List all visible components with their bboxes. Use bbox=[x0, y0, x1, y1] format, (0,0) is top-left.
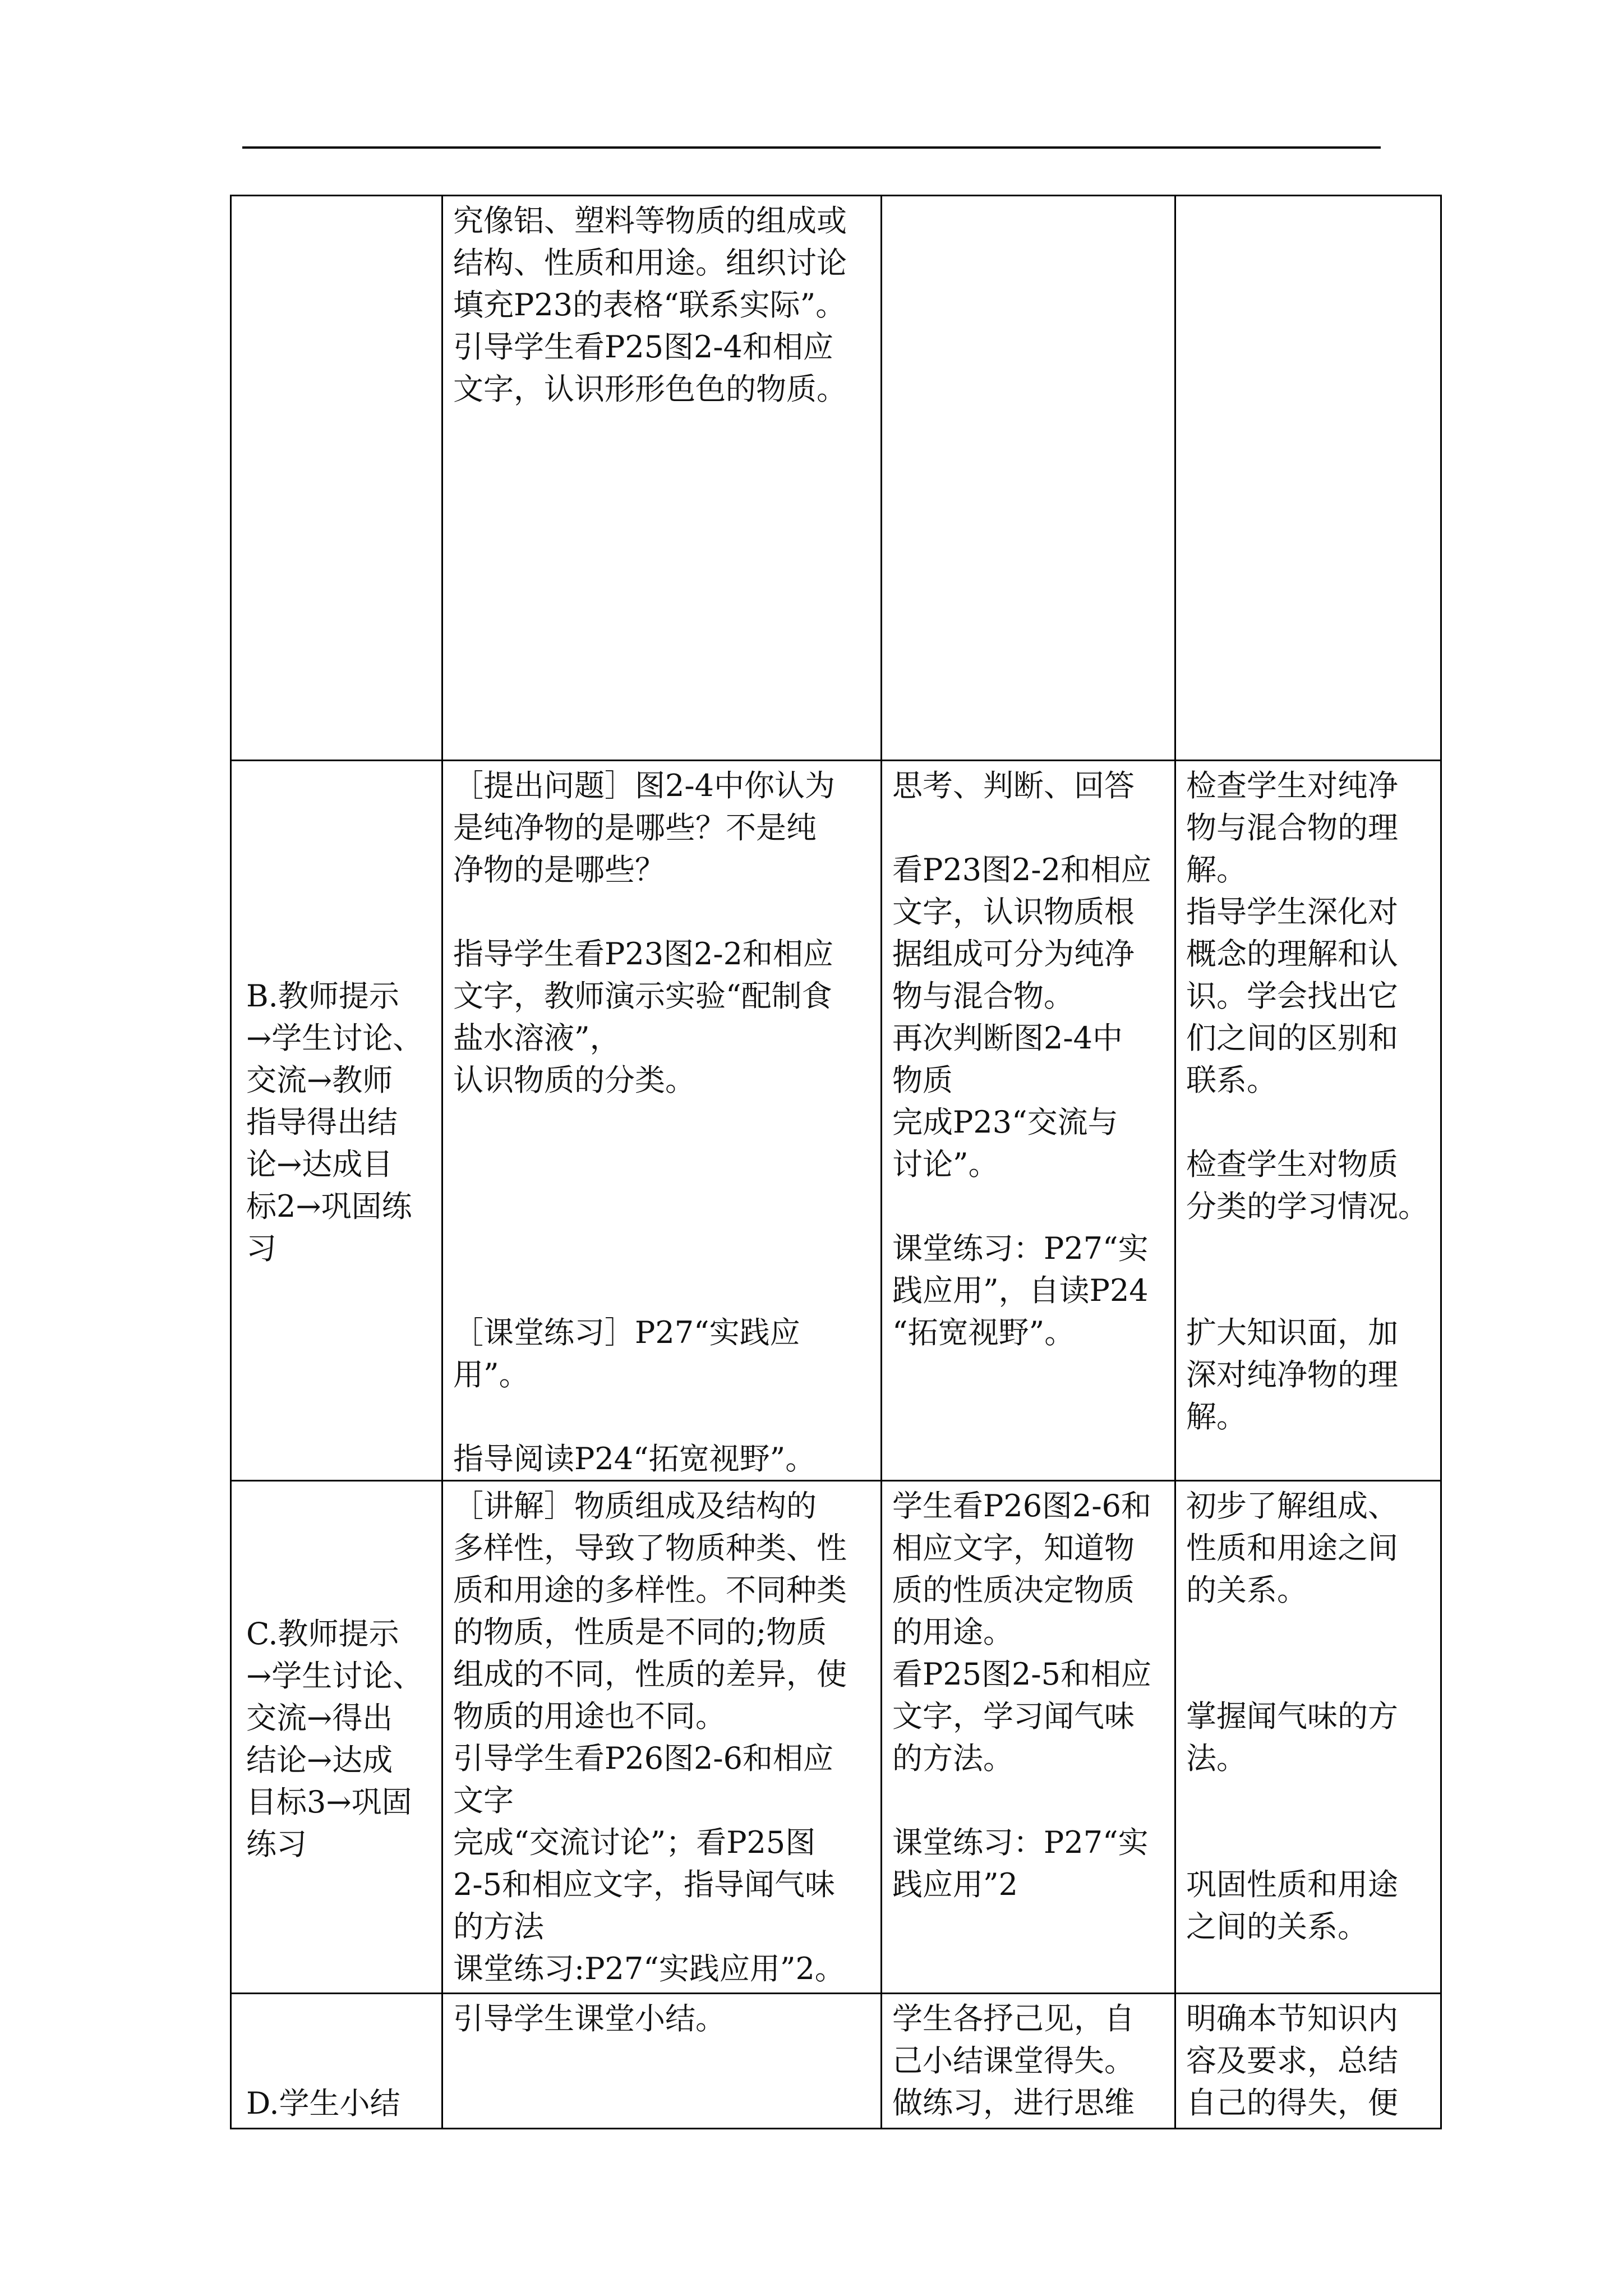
design-intent-cell bbox=[1175, 761, 1441, 1481]
text-line: ［课堂练习］P27“实践应 bbox=[453, 1315, 800, 1350]
table-row bbox=[231, 761, 1441, 1481]
student-activity-cell bbox=[882, 196, 1175, 761]
text-line: 文字，教师演示实验“配制食 bbox=[453, 978, 832, 1014]
design-intent-cell bbox=[1175, 196, 1441, 761]
text-line: 初步了解组成、 bbox=[1186, 1488, 1398, 1524]
text-line: 的物质，性质是不同的;物质 bbox=[453, 1614, 827, 1650]
student-activity-cell bbox=[882, 1481, 1175, 1994]
text-line: 文字，认识物质根 bbox=[892, 894, 1135, 930]
text-line: 巩固性质和用途 bbox=[1186, 1867, 1398, 1902]
blank-line bbox=[1186, 1269, 1432, 1312]
student-activity-cell bbox=[882, 761, 1175, 1481]
blank-line bbox=[453, 1227, 873, 1269]
text-line: 识。学会找出它 bbox=[1186, 978, 1398, 1014]
blank-line bbox=[1186, 1653, 1432, 1695]
stage-cell bbox=[231, 761, 442, 1481]
text-line: 检查学生对物质 bbox=[1186, 1147, 1398, 1182]
lesson-plan-table bbox=[230, 195, 1442, 2129]
text-line: 明确本节知识内 bbox=[1186, 2001, 1398, 2036]
text-line: 做练习，进行思维 bbox=[892, 2085, 1135, 2120]
text-line: →学生讨论、 bbox=[246, 1020, 423, 1056]
text-line: 检查学生对纯净 bbox=[1186, 768, 1398, 803]
design-intent-cell bbox=[1175, 1481, 1441, 1994]
blank-line bbox=[453, 1396, 873, 1438]
text-line: 结构、性质和用途。组织讨论 bbox=[453, 245, 847, 280]
text-line: 交流→得出 bbox=[246, 1700, 393, 1736]
blank-line bbox=[892, 807, 1166, 849]
text-line: 论→达成目 bbox=[246, 1147, 393, 1182]
stage-cell bbox=[231, 1994, 442, 2129]
text-line: 结论→达成 bbox=[246, 1742, 393, 1778]
text-line: 填充P23的表格“联系实际”。 bbox=[453, 287, 846, 323]
text-line: 引导学生看P26图2-6和相应 bbox=[453, 1741, 834, 1776]
text-line: 2-5和相应文字，指导闻气味 bbox=[453, 1867, 835, 1902]
text-line: 学生看P26图2-6和 bbox=[892, 1488, 1152, 1524]
text-line: 之间的关系。 bbox=[1186, 1909, 1368, 1944]
text-line: 践应用”2 bbox=[892, 1867, 1018, 1902]
text-line: 文字，学习闻气味 bbox=[892, 1699, 1135, 1734]
text-line: 学生各抒己见，自 bbox=[892, 2001, 1135, 2036]
text-line: B.教师提示 bbox=[246, 978, 399, 1014]
text-line: 解。 bbox=[1186, 852, 1247, 887]
text-line: “拓宽视野”。 bbox=[892, 1315, 1075, 1350]
text-line: 概念的理解和认 bbox=[1186, 936, 1398, 972]
blank-line bbox=[892, 1185, 1166, 1227]
text-line: 质的性质决定物质 bbox=[892, 1572, 1135, 1608]
text-line: 的关系。 bbox=[1186, 1572, 1307, 1608]
blank-line bbox=[892, 1779, 1166, 1821]
text-line: 己小结课堂得失。 bbox=[892, 2043, 1135, 2078]
text-line: 物质的用途也不同。 bbox=[453, 1699, 726, 1734]
design-intent-cell bbox=[1175, 1994, 1441, 2129]
text-line: 相应文字，知道物 bbox=[892, 1530, 1135, 1566]
text-line: 文字 bbox=[453, 1783, 514, 1818]
text-line: 据组成可分为纯净 bbox=[892, 936, 1135, 972]
blank-line bbox=[453, 1143, 873, 1185]
blank-line bbox=[453, 891, 873, 933]
text-line: 引导学生看P25图2-4和相应 bbox=[453, 329, 834, 365]
table-row bbox=[231, 1994, 1441, 2129]
blank-line bbox=[1186, 1227, 1432, 1269]
text-line: ［讲解］物质组成及结构的 bbox=[453, 1488, 817, 1524]
table-row bbox=[231, 196, 1441, 761]
table-row bbox=[231, 1481, 1441, 1994]
text-line: C.教师提示 bbox=[246, 1616, 399, 1651]
text-line: 物与混合物的理 bbox=[1186, 810, 1398, 845]
text-line: 是纯净物的是哪些？不是纯 bbox=[453, 810, 817, 845]
text-line: 物与混合物。 bbox=[892, 978, 1074, 1014]
student-activity-cell bbox=[882, 1994, 1175, 2129]
text-line: D.学生小结 bbox=[246, 2086, 400, 2121]
blank-line bbox=[1186, 1779, 1432, 1821]
text-line: 自己的得失，便 bbox=[1186, 2085, 1398, 2120]
text-line: 课堂练习：P27“实 bbox=[892, 1231, 1149, 1266]
text-line: 组成的不同，性质的差异，使 bbox=[453, 1657, 847, 1692]
text-line: 交流→教师 bbox=[246, 1062, 393, 1098]
text-line: 解。 bbox=[1186, 1399, 1247, 1434]
text-line: 引导学生课堂小结。 bbox=[453, 2001, 726, 2036]
blank-line bbox=[453, 1269, 873, 1312]
text-line: ［提出问题］图2-4中你认为 bbox=[453, 768, 835, 803]
text-line: 看P23图2-2和相应 bbox=[892, 852, 1152, 887]
text-line: 掌握闻气味的方 bbox=[1186, 1699, 1398, 1734]
text-line: 目标3→巩固 bbox=[246, 1784, 412, 1820]
stage-cell bbox=[231, 1481, 442, 1994]
teacher-activity-cell bbox=[442, 1481, 882, 1994]
text-line: 讨论”。 bbox=[892, 1147, 999, 1182]
text-line: 扩大知识面，加 bbox=[1186, 1315, 1398, 1350]
text-line: 练习 bbox=[246, 1826, 307, 1862]
text-line: →学生讨论、 bbox=[246, 1658, 423, 1694]
text-line: 的方法。 bbox=[892, 1741, 1013, 1776]
teacher-activity-cell bbox=[442, 1994, 882, 2129]
text-line: 文字，认识形形色色的物质。 bbox=[453, 371, 847, 407]
text-line: 课堂练习：P27“实 bbox=[892, 1825, 1149, 1860]
text-line: 指导得出结 bbox=[246, 1105, 398, 1140]
teacher-activity-cell bbox=[442, 761, 882, 1481]
header-rule bbox=[242, 146, 1381, 149]
text-line: 的用途。 bbox=[892, 1614, 1013, 1650]
text-line: 完成“交流讨论”；看P25图 bbox=[453, 1825, 816, 1860]
text-line: 法。 bbox=[1186, 1741, 1247, 1776]
text-line: 净物的是哪些？ bbox=[453, 852, 665, 887]
text-line: 多样性，导致了物质种类、性 bbox=[453, 1530, 847, 1566]
text-line: 习 bbox=[246, 1231, 276, 1266]
blank-line bbox=[1186, 1611, 1432, 1653]
blank-line bbox=[1186, 1101, 1432, 1143]
blank-line bbox=[1186, 1821, 1432, 1864]
text-line: 的方法 bbox=[453, 1909, 544, 1944]
text-line: 思考、判断、回答 bbox=[892, 768, 1135, 803]
text-line: 再次判断图2-4中 bbox=[892, 1020, 1123, 1056]
text-line: 完成P23“交流与 bbox=[892, 1105, 1118, 1140]
text-line: 用”。 bbox=[453, 1357, 529, 1392]
text-line: 分类的学习情况。 bbox=[1186, 1189, 1428, 1224]
text-line: 看P25图2-5和相应 bbox=[892, 1657, 1152, 1692]
teacher-activity-cell bbox=[442, 196, 882, 761]
blank-line bbox=[453, 1185, 873, 1227]
text-line: 容及要求，总结 bbox=[1186, 2043, 1398, 2078]
lesson-plan-body bbox=[231, 196, 1441, 2129]
blank-line bbox=[453, 1101, 873, 1143]
text-line: 质和用途的多样性。不同种类 bbox=[453, 1572, 847, 1608]
stage-cell bbox=[231, 196, 442, 761]
text-line: 践应用”，自读P24 bbox=[892, 1273, 1149, 1308]
text-line: 联系。 bbox=[1186, 1062, 1277, 1098]
text-line: 性质和用途之间 bbox=[1186, 1530, 1398, 1566]
text-line: 深对纯净物的理 bbox=[1186, 1357, 1398, 1392]
text-line: 物质 bbox=[892, 1062, 953, 1098]
text-line: 们之间的区别和 bbox=[1186, 1020, 1398, 1056]
text-line: 盐水溶液”， bbox=[453, 1020, 620, 1056]
text-line: 究像铝、塑料等物质的组成或 bbox=[453, 203, 847, 238]
text-line: 课堂练习:P27“实践应用”2。 bbox=[453, 1951, 845, 1986]
text-line: 认识物质的分类。 bbox=[453, 1062, 695, 1098]
text-line: 指导学生看P23图2-2和相应 bbox=[453, 936, 834, 972]
text-line: 指导学生深化对 bbox=[1186, 894, 1398, 930]
text-line: 标2→巩固练 bbox=[246, 1189, 412, 1224]
text-line: 指导阅读P24“拓宽视野”。 bbox=[453, 1441, 816, 1476]
